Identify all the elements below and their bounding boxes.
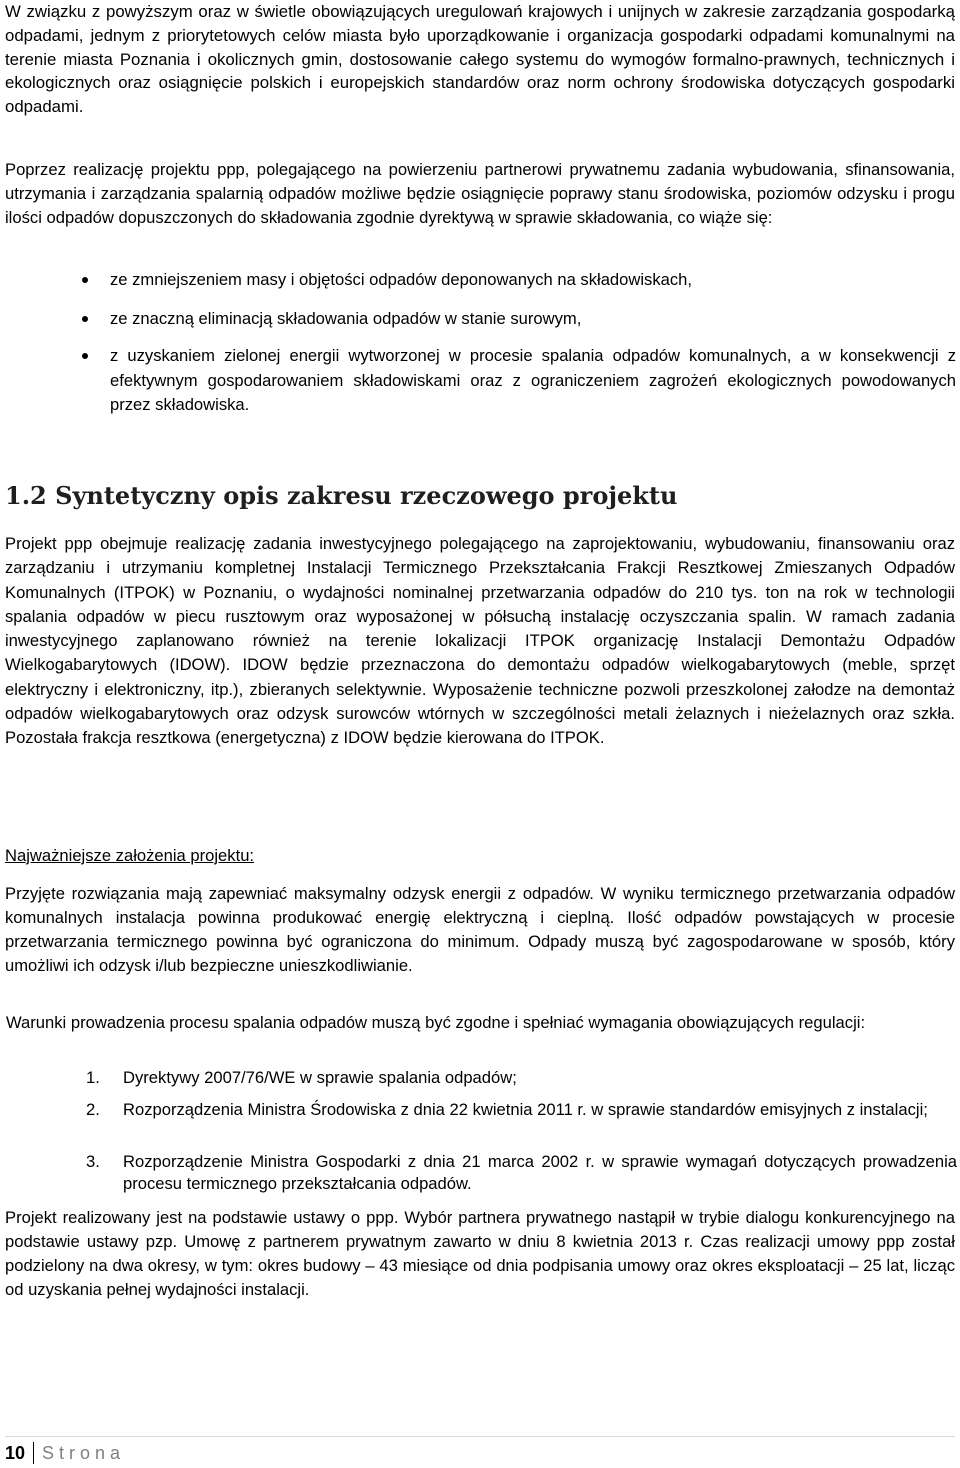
list-item: ze zmniejszeniem masy i objętości odpadów deponowanych na składowiskach,	[110, 268, 956, 293]
bullet-list	[110, 307, 956, 332]
numbered-list	[86, 1151, 957, 1195]
paragraph-scope: Projekt ppp obejmuje realizację zadania inwestycyjnego polegającego na zaprojektowaniu, wybudowaniu, finansowaniu oraz zarządzaniu i utrzymaniu kompletnej Instalacji Termicznego Przekształcania Frakcji Resztkowej Zmieszanych Odpadów Komunalnych (ITPOK) w Poznaniu, o wydajności nominalnej przetwarzania odpadów do 210 tys. ton na rok w technologii spalania odpadów w piecu rusztowym oraz wyposażonej w półsuchą instalację oczyszczania spalin. W ramach zadania inwestycyjnego zaplanowano również na terenie lokalizacji ITPOK organizację Instalacji Demontażu Odpadów Wielkogabarytowych (IDOW). IDOW będzie przeznaczona do demontażu odpadów wielkogabarytowych (meble, sprzęt elektryczny i elektroniczny, itp.), zbieranych selektywnie. Wyposażenie techniczne pozwoli przeszkolonej załodze na demontaż odpadów wielkogabarytowych oraz odzysk surowców wtórnych w szczególności metali żelaznych i nieżelaznych oraz szkła. Pozostała frakcja resztkowa (energetyczna) z IDOW będzie kierowana do ITPOK.	[5, 534, 955, 748]
bullet-icon	[82, 353, 88, 359]
section-heading: 1.2 Syntetyczny opis zakresu rzeczowego projektu	[5, 481, 678, 510]
page-number: 10	[5, 1443, 26, 1463]
page-footer	[5, 1440, 125, 1466]
numbered-list	[86, 1099, 957, 1121]
footer-divider	[5, 1436, 955, 1437]
footer-separator	[33, 1442, 34, 1464]
numbered-list	[86, 1067, 957, 1089]
bullet-list	[110, 268, 956, 293]
paragraph-assumptions: Przyjęte rozwiązania mają zapewniać maksymalny odzysk energii z odpadów. W wyniku termicznego przetwarzania odpadów komunalnych instalacja powinna produkować energię elektryczną i cieplną. Ilość odpadów powstających w procesie przetwarzania termicznego powinna być ograniczona do minimum. Odpady muszą być zagospodarowane w sposób, który umożliwi ich odzysk i/lub bezpieczne unieszkodliwianie.	[5, 884, 955, 975]
paragraph-intro: W związku z powyższym oraz w świetle obowiązujących uregulowań krajowych i unijnych w zakresie zarządzania gospodarką odpadami, jednym z priorytetowych celów miasta było uporządkowanie i organizacja gospodarki odpadami komunalnymi na terenie miasta Poznania i okolicznych gmin, dostosowanie całego systemu do wymogów formalno-prawnych, technicznych i ekologicznych oraz osiągnięcie polskich i europejskich standardów oraz norm ochrony środowiska dotyczących gospodarki odpadami.	[5, 2, 955, 117]
bullet-icon	[82, 316, 88, 322]
list-item: z uzyskaniem zielonej energii wytworzonej w procesie spalania odpadów komunalnych, a w konsekwencji z efektywnym gospodarowaniem składowiskami oraz z ograniczeniem zagrożeń ekologicznych powodowanych przez składowiska.	[110, 344, 956, 418]
list-item: 3. Rozporządzenie Ministra Gospodarki z dnia 21 marca 2002 r. w sprawie wymagań dotyczących prowadzenia procesu termicznego przekształcania odpadów.	[86, 1152, 957, 1193]
list-item: ze znaczną eliminacją składowania odpadów w stanie surowym,	[110, 307, 956, 332]
bullet-list	[110, 344, 956, 418]
page-label: Strona	[42, 1443, 126, 1463]
list-item: 1. Dyrektywy 2007/76/WE w sprawie spalania odpadów;	[86, 1068, 517, 1087]
bullet-icon	[82, 277, 88, 283]
list-item: 2. Rozporządzenia Ministra Środowiska z dnia 22 kwietnia 2011 r. w sprawie standardów emisyjnych z instalacji;	[86, 1100, 928, 1119]
paragraph-conditions: Warunki prowadzenia procesu spalania odpadów muszą być zgodne i spełniać wymagania obowiązujących regulacji:	[6, 1013, 866, 1032]
paragraph-realization: Projekt realizowany jest na podstawie ustawy o ppp. Wybór partnera prywatnego nastąpił w trybie dialogu konkurencyjnego na podstawie ustawy pzp. Umowę z partnerem prywatnym zawarto w dniu 8 kwietnia 2013 r. Czas realizacji umowy ppp został podzielony na dwa okresy, w tym: okres budowy – 43 miesiące od dnia podpisania umowy oraz okres eksploatacji – 25 lat, licząc od uzyskania pełnej wydajności instalacji.	[5, 1208, 955, 1299]
subheading: Najważniejsze założenia projektu:	[5, 846, 255, 865]
paragraph-ppp: Poprzez realizację projektu ppp, polegającego na powierzeniu partnerowi prywatnemu zadania wybudowania, sfinansowania, utrzymania i zarządzania spalarnią odpadów możliwe będzie osiągnięcie poprawy stanu środowiska, poziomów odzysku i progu ilości odpadów dopuszczonych do składowania zgodnie dyrektywą w sprawie składowania, co wiąże się:	[5, 160, 955, 227]
